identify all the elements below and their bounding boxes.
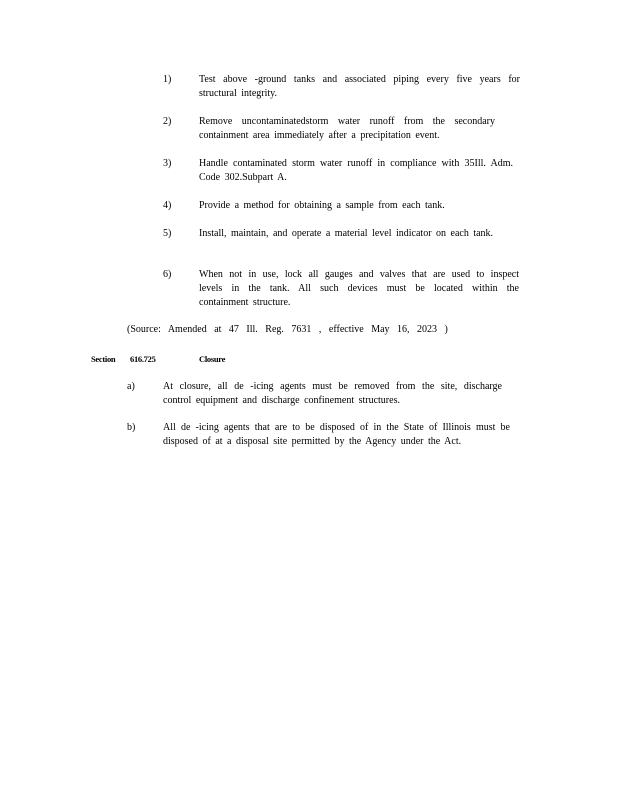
source-note: (Source: Amended at 47 Ill. Reg. 7631 , effective May 16, 2023 ) [127, 324, 448, 335]
item-text: All de -icing agents that are to be disposed of in the State of Illinois must be disposed of at a disposal site permitted by the Agency under the Act. [163, 422, 510, 447]
item-text: When not in use, lock all gauges and valves that are used to inspect levels in the tank. All such devices must be located within the containment structure. [199, 269, 519, 308]
item-number: 2) [163, 116, 172, 127]
item-number: 1) [163, 74, 172, 85]
item-letter: a) [127, 381, 135, 392]
item-text: Test above -ground tanks and associated piping every five years for structural integrity. [199, 74, 520, 99]
item-text: Provide a method for obtaining a sample from each tank. [199, 200, 445, 211]
item-text: Remove uncontaminatedstorm water runoff from the secondary containment area immediately after a precipitation event. [199, 116, 495, 141]
item-number: 6) [163, 269, 172, 280]
section-label: Section [91, 354, 116, 364]
section-title: Closure [199, 354, 226, 364]
item-number: 5) [163, 228, 172, 239]
item-text: Handle contaminated storm water runoff in compliance with 35Ill. Adm. Code 302.Subpart A. [199, 158, 513, 183]
item-number: 4) [163, 200, 172, 211]
section-number: 616.725 [130, 354, 156, 364]
item-number: 3) [163, 158, 172, 169]
item-text: Install, maintain, and operate a material level indicator on each tank. [199, 228, 494, 239]
item-letter: b) [127, 422, 136, 433]
item-text: At closure, all de -icing agents must be removed from the site, discharge control equipment and discharge confinement structures. [163, 381, 502, 406]
